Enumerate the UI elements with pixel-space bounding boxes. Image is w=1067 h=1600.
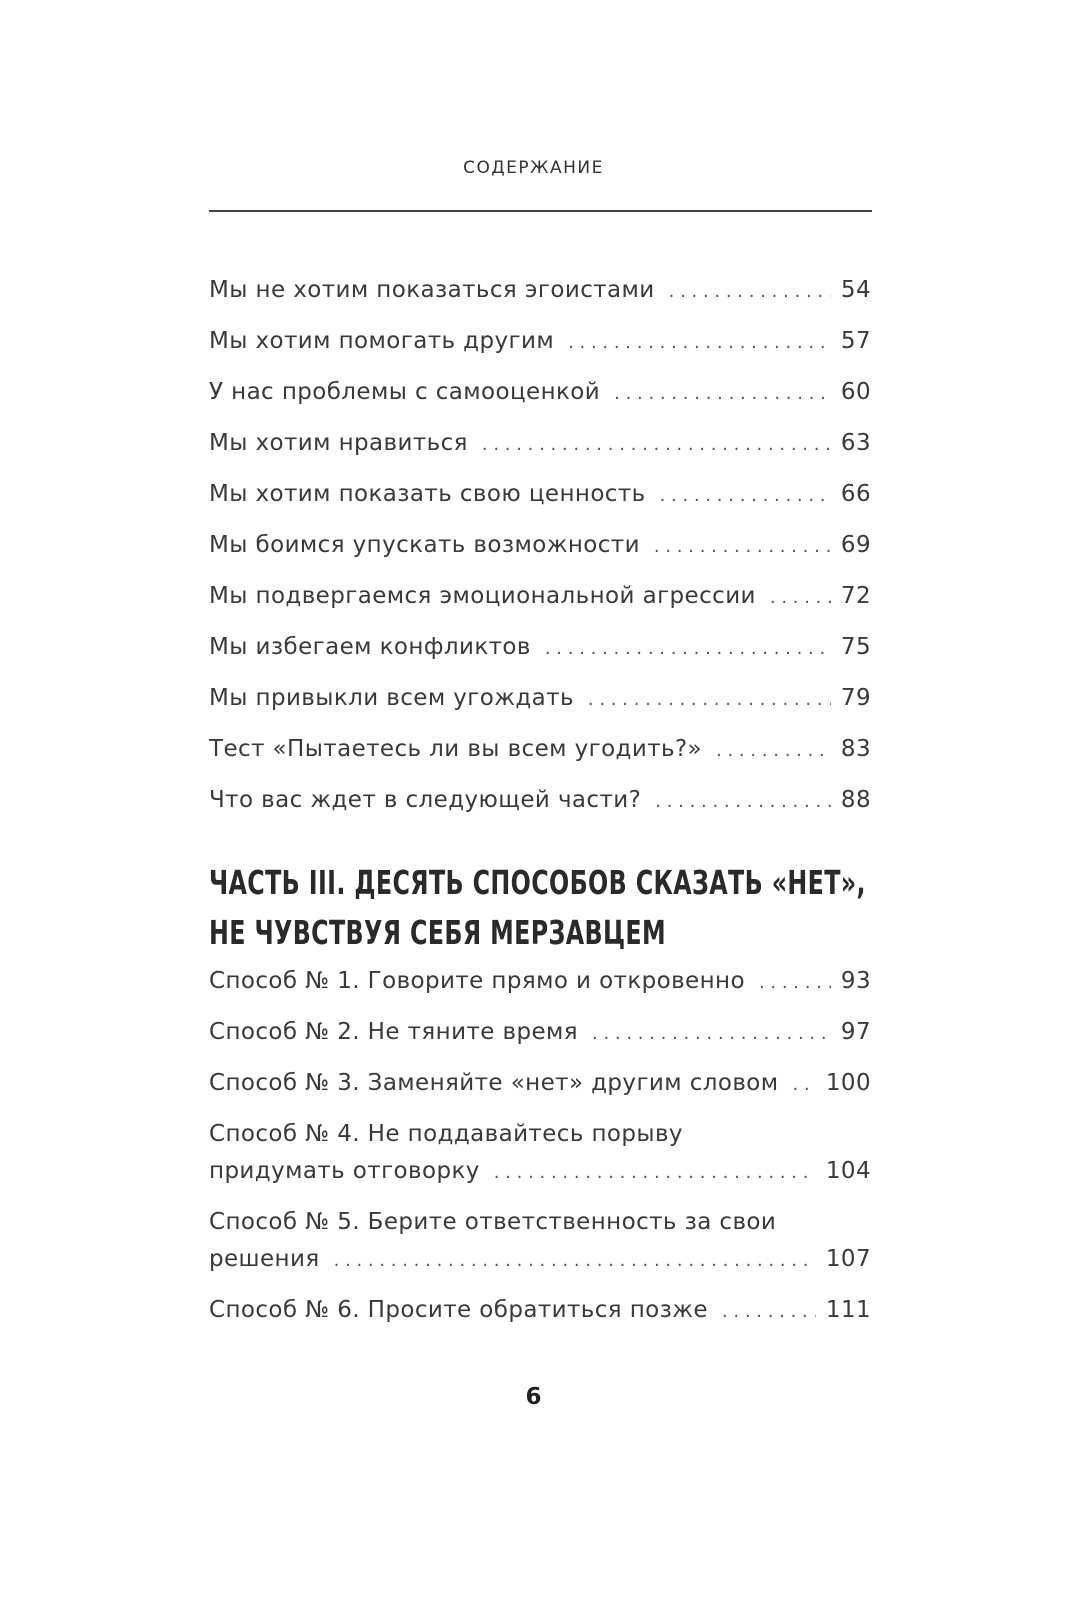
- toc-entry-page: 57: [840, 328, 871, 354]
- dot-leader: [494, 1154, 816, 1191]
- toc-entry-page: 66: [840, 481, 871, 507]
- toc-entry-page: 107: [825, 1246, 871, 1272]
- part-heading[interactable]: [209, 858, 866, 958]
- header-rule: [209, 210, 872, 212]
- dot-leader: [614, 375, 831, 412]
- toc-entry-page: 69: [840, 532, 871, 558]
- toc-entry-title-line-1: Способ № 4. Не поддавайтесь порыву: [209, 1121, 683, 1147]
- dot-leader: [770, 579, 831, 616]
- toc-entry-page: 63: [840, 430, 871, 456]
- dot-leader: [759, 964, 831, 1001]
- toc-entry-title: Мы привыкли всем угождать: [209, 685, 574, 711]
- toc-entry-page: 88: [840, 787, 871, 813]
- toc-list-part3: [209, 963, 871, 1343]
- toc-entry-page: 72: [840, 583, 871, 609]
- toc-entry-title: Мы избегаем конфликтов: [209, 634, 531, 660]
- dot-leader: [716, 732, 831, 769]
- toc-entry[interactable]: [209, 323, 871, 374]
- toc-list-part2: [209, 272, 871, 833]
- toc-entry-page: 79: [840, 685, 871, 711]
- dot-leader: [669, 273, 831, 310]
- toc-entry-title: Способ № 6. Просите обратиться позже: [209, 1297, 708, 1323]
- dot-leader: [588, 681, 831, 718]
- toc-entry-page: 100: [825, 1070, 871, 1096]
- dot-leader: [482, 426, 831, 463]
- dot-leader: [334, 1242, 816, 1279]
- toc-entry-title: Мы боимся упускать возможности: [209, 532, 640, 558]
- toc-entry-page: 83: [840, 736, 871, 762]
- dot-leader: [568, 324, 831, 361]
- part-heading-line-2: НЕ ЧУВСТВУЯ СЕБЯ МЕРЗАВЦЕМ: [209, 913, 666, 952]
- toc-entry[interactable]: [209, 1116, 871, 1204]
- toc-entry[interactable]: [209, 1292, 871, 1343]
- toc-entry-page: 104: [825, 1158, 871, 1184]
- toc-entry-page: 97: [840, 1019, 871, 1045]
- toc-entry[interactable]: [209, 680, 871, 731]
- toc-entry-title: Мы хотим показать свою ценность: [209, 481, 646, 507]
- running-head: СОДЕРЖАНИЕ: [463, 158, 604, 178]
- dot-leader: [655, 783, 831, 820]
- toc-entry[interactable]: [209, 782, 871, 833]
- toc-entry-title: Способ № 2. Не тяните время: [209, 1019, 578, 1045]
- toc-entry-title: Мы хотим нравиться: [209, 430, 468, 456]
- dot-leader: [793, 1066, 816, 1103]
- toc-entry-page: 111: [825, 1297, 871, 1323]
- part-heading-line-1: ЧАСТЬ III. ДЕСЯТЬ СПОСОБОВ СКАЗАТЬ «НЕТ»,: [209, 863, 866, 902]
- dot-leader: [545, 630, 831, 667]
- dot-leader: [592, 1015, 831, 1052]
- toc-entry-title: придумать отговорку: [209, 1158, 480, 1184]
- toc-entry-page: 93: [840, 968, 871, 994]
- toc-entry-title: решения: [209, 1246, 320, 1272]
- toc-entry[interactable]: [209, 629, 871, 680]
- toc-entry-title: Способ № 3. Заменяйте «нет» другим словом: [209, 1070, 779, 1096]
- toc-entry-title: Тест «Пытаетесь ли вы всем угодить?»: [209, 736, 703, 762]
- toc-entry[interactable]: [209, 374, 871, 425]
- toc-entry-page: 60: [840, 379, 871, 405]
- toc-entry-page: 75: [840, 634, 871, 660]
- dot-leader: [722, 1293, 816, 1330]
- toc-entry[interactable]: [209, 476, 871, 527]
- toc-entry[interactable]: [209, 1204, 871, 1292]
- toc-entry[interactable]: [209, 425, 871, 476]
- toc-entry-title: Что вас ждет в следующей части?: [209, 787, 642, 813]
- toc-entry-title-line-1: Способ № 5. Берите ответственность за свои: [209, 1209, 777, 1235]
- toc-entry[interactable]: [209, 1065, 871, 1116]
- toc-entry-title: Мы хотим помогать другим: [209, 328, 555, 354]
- dot-leader: [654, 528, 831, 565]
- toc-entry[interactable]: [209, 527, 871, 578]
- toc-entry-title: У нас проблемы с самооценкой: [209, 379, 601, 405]
- toc-entry[interactable]: [209, 578, 871, 629]
- page-number: 6: [525, 1384, 542, 1410]
- toc-entry[interactable]: [209, 272, 871, 323]
- dot-leader: [660, 477, 831, 514]
- toc-entry[interactable]: [209, 1014, 871, 1065]
- toc-entry[interactable]: [209, 731, 871, 782]
- toc-entry-title: Способ № 1. Говорите прямо и откровенно: [209, 968, 745, 994]
- toc-entry-title: Мы подвергаемся эмоциональной агрессии: [209, 583, 756, 609]
- toc-entry-page: 54: [840, 277, 871, 303]
- toc-entry[interactable]: [209, 963, 871, 1014]
- toc-entry-title: Мы не хотим показаться эгоистами: [209, 277, 655, 303]
